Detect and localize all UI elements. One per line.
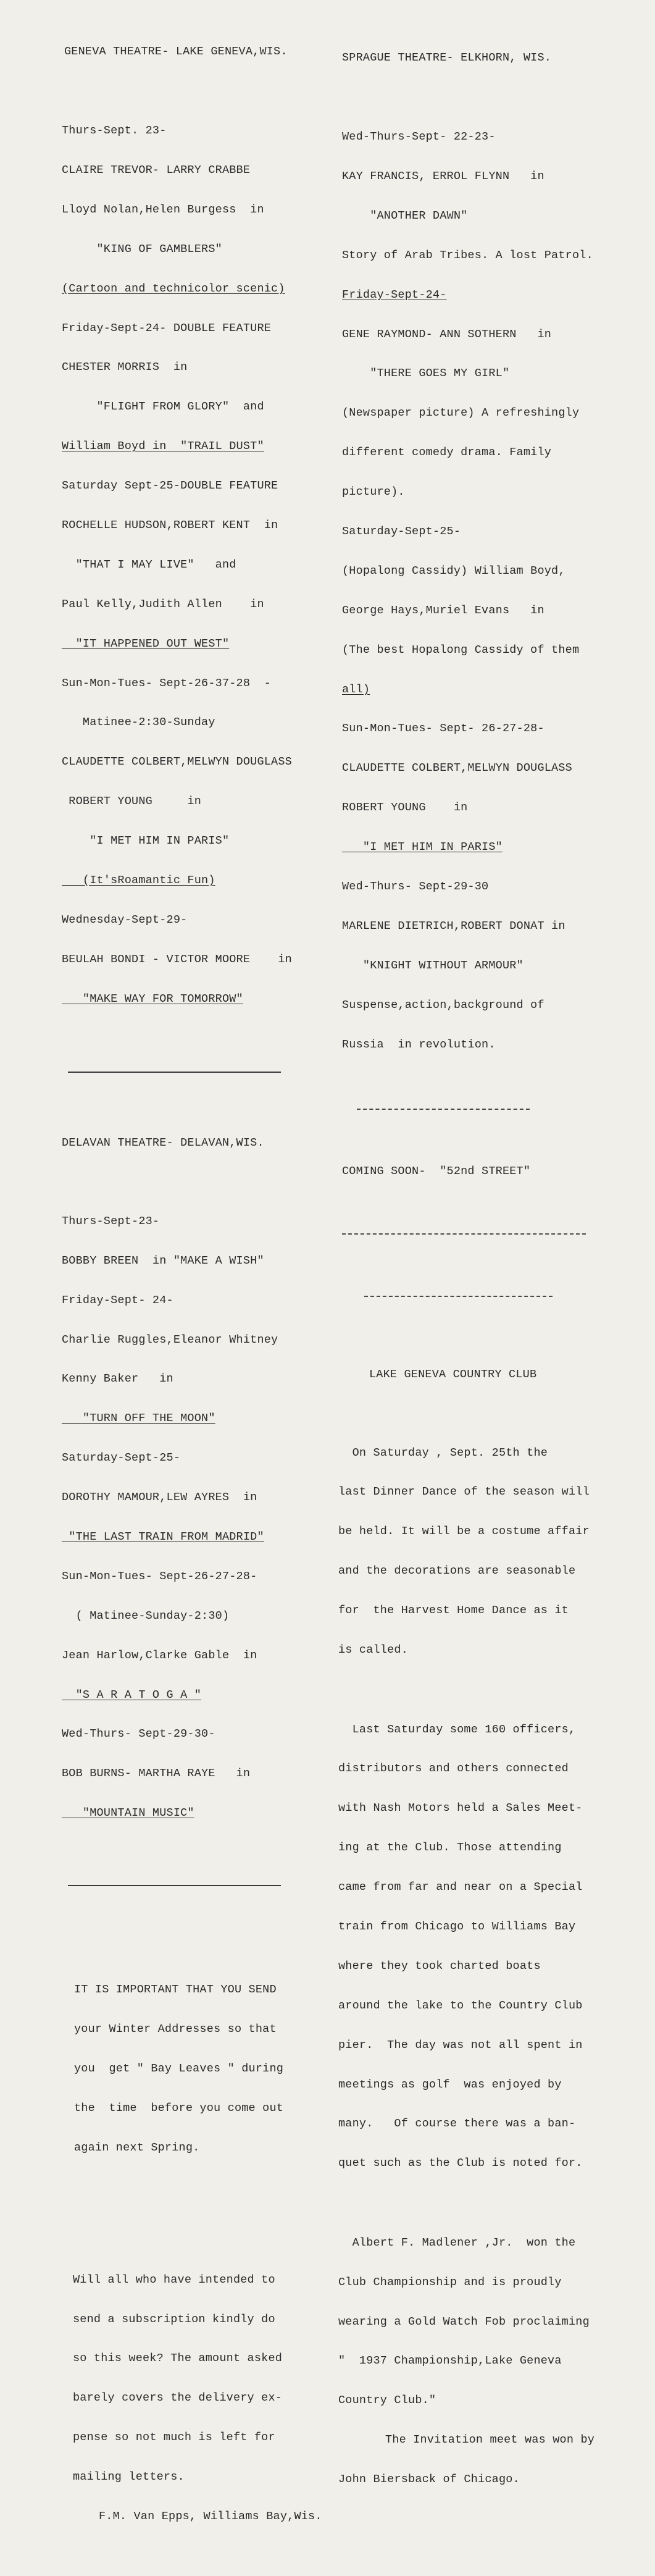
country-club-line: many. Of course there was a ban-	[338, 2117, 576, 2131]
subscription-line: send a subscription kindly do	[73, 2312, 275, 2326]
section-divider	[68, 1885, 281, 1886]
country-club-line: On Saturday , Sept. 25th the	[338, 1446, 548, 1459]
sprague-line: MARLENE DIETRICH,ROBERT DONAT in	[342, 919, 565, 933]
geneva-line: Wednesday-Sept-29-	[62, 913, 188, 926]
sprague-line: all)	[342, 682, 370, 696]
geneva-line: (It'sRoamantic Fun)	[62, 874, 215, 887]
delavan-heading: DELAVAN THEATRE- DELAVAN,WIS.	[62, 1136, 264, 1150]
country-club-line: John Biersback of Chicago.	[338, 2473, 520, 2486]
delavan-line: "S A R A T O G A "	[62, 1688, 202, 1701]
notice-line: you get " Bay Leaves " during	[74, 2062, 284, 2076]
sprague-line: "KNIGHT WITHOUT ARMOUR"	[342, 959, 524, 972]
delavan-line: Sun-Mon-Tues- Sept-26-27-28-	[62, 1569, 257, 1583]
sprague-line: "ANOTHER DAWN"	[342, 209, 468, 222]
country-club-line: Country Club."	[338, 2394, 436, 2407]
country-club-heading: LAKE GENEVA COUNTRY CLUB	[369, 1368, 537, 1382]
sprague-line: "I MET HIM IN PARIS"	[342, 841, 503, 854]
sprague-line: Wed-Thurs- Sept-29-30	[342, 880, 489, 893]
country-club-line: wearing a Gold Watch Fob proclaiming	[338, 2315, 590, 2328]
geneva-line: CLAUDETTE COLBERT,MELWYN DOUGLASS	[62, 755, 292, 769]
geneva-line: William Boyd in "TRAIL DUST"	[62, 440, 264, 453]
delavan-line: "TURN OFF THE MOON"	[62, 1412, 215, 1425]
delavan-line: Kenny Baker in	[62, 1372, 173, 1386]
notice-line: again next Spring.	[74, 2141, 200, 2155]
subscription-line: Will all who have intended to	[73, 2273, 275, 2286]
subscription-line: barely covers the delivery ex-	[73, 2391, 283, 2405]
geneva-line: ROCHELLE HUDSON,ROBERT KENT in	[62, 518, 278, 532]
country-club-line: ing at the Club. Those attending	[338, 1841, 562, 1855]
country-club-line: meetings as golf was enjoyed by	[338, 2078, 562, 2091]
subscription-line: so this week? The amount asked	[73, 2352, 283, 2365]
sprague-line: Story of Arab Tribes. A lost Patrol.	[342, 248, 593, 262]
country-club-line: distributors and others connected	[338, 1762, 569, 1776]
sprague-line: (Newspaper picture) A refreshingly	[342, 406, 580, 420]
signature: F.M. Van Epps, Williams Bay,Wis.	[99, 2510, 322, 2524]
notice-line: IT IS IMPORTANT THAT YOU SEND	[74, 1983, 277, 1997]
sprague-line: "THERE GOES MY GIRL"	[342, 367, 510, 380]
dashed-divider	[364, 1296, 553, 1297]
country-club-line: came from far and near on a Special	[338, 1881, 583, 1894]
geneva-line: Paul Kelly,Judith Allen in	[62, 597, 264, 611]
country-club-line: is called.	[338, 1643, 409, 1657]
sprague-line: picture).	[342, 485, 405, 499]
delavan-line: Charlie Ruggles,Eleanor Whitney	[62, 1333, 278, 1346]
country-club-line: be held. It will be a costume affair	[338, 1525, 590, 1538]
geneva-line: Sun-Mon-Tues- Sept-26-37-28 -	[62, 676, 272, 690]
sprague-line: (Hopalong Cassidy) William Boyd,	[342, 564, 565, 577]
delavan-line: BOBBY BREEN in "MAKE A WISH"	[62, 1254, 264, 1267]
left-column	[62, 19, 322, 2576]
delavan-line: DOROTHY MAMOUR,LEW AYRES in	[62, 1491, 257, 1504]
notice-line: your Winter Addresses so that	[74, 2023, 277, 2036]
country-club-line: last Dinner Dance of the season will	[338, 1485, 590, 1499]
sprague-line: Wed-Thurs-Sept- 22-23-	[342, 130, 496, 144]
sprague-line: Suspense,action,background of	[342, 998, 544, 1012]
country-club-line: around the lake to the Country Club	[338, 1999, 583, 2012]
sprague-line: different comedy drama. Family	[342, 446, 552, 459]
country-club-line: pier. The day was not all spent in	[338, 2038, 583, 2052]
geneva-line: "FLIGHT FROM GLORY" and	[62, 400, 264, 414]
geneva-line: CLAIRE TREVOR- LARRY CRABBE	[62, 163, 251, 177]
sprague-line: (The best Hopalong Cassidy of them	[342, 643, 580, 657]
notice-line: the time before you come out	[74, 2102, 284, 2115]
country-club-line: and the decorations are seasonable	[338, 1564, 576, 1578]
sprague-line: Friday-Sept-24-	[342, 288, 447, 301]
geneva-line: "I MET HIM IN PARIS"	[62, 834, 230, 848]
sprague-heading: SPRAGUE THEATRE- ELKHORN, WIS.	[342, 51, 552, 64]
country-club-line: where they took charted boats	[338, 1959, 541, 1973]
delavan-line: Jean Harlow,Clarke Gable in	[62, 1648, 257, 1662]
delavan-line: Saturday-Sept-25-	[62, 1451, 181, 1465]
geneva-line: "KING OF GAMBLERS"	[62, 242, 222, 256]
sprague-line: George Hays,Muriel Evans in	[342, 603, 544, 617]
country-club-line: The Invitation meet was won by	[385, 2433, 595, 2447]
geneva-line: Thurs-Sept. 23-	[62, 124, 167, 138]
subscription-line: mailing letters.	[73, 2470, 185, 2484]
delavan-line: Wed-Thurs- Sept-29-30-	[62, 1727, 215, 1741]
sprague-line: Saturday-Sept-25-	[342, 524, 461, 538]
geneva-line: Lloyd Nolan,Helen Burgess in	[62, 203, 264, 216]
sprague-line: Sun-Mon-Tues- Sept- 26-27-28-	[342, 722, 544, 736]
country-club-line: for the Harvest Home Dance as it	[338, 1604, 569, 1617]
geneva-line: "THAT I MAY LIVE" and	[62, 558, 236, 571]
delavan-line: Thurs-Sept-23-	[62, 1214, 160, 1228]
section-divider	[68, 1072, 281, 1073]
subscription-line: pense so not much is left for	[73, 2431, 275, 2444]
dashed-divider	[342, 1233, 586, 1235]
delavan-line: ( Matinee-Sunday-2:30)	[62, 1609, 230, 1622]
geneva-line: Matinee-2:30-Sunday	[62, 716, 215, 729]
country-club-line: Albert F. Madlener ,Jr. won the	[338, 2236, 576, 2249]
country-club-line: with Nash Motors held a Sales Meet-	[338, 1802, 583, 1815]
sprague-line: GENE RAYMOND- ANN SOTHERN in	[342, 327, 552, 341]
subscription-block	[62, 2247, 322, 2549]
country-club-line: train from Chicago to Williams Bay	[338, 1919, 576, 1933]
sprague-line: CLAUDETTE COLBERT,MELWYN DOUGLASS	[342, 761, 572, 775]
country-club-line: quet such as the Club is noted for.	[338, 2157, 583, 2170]
geneva-line: BEULAH BONDI - VICTOR MOORE in	[62, 952, 292, 966]
delavan-line: Friday-Sept- 24-	[62, 1293, 173, 1307]
geneva-line: (Cartoon and technicolor scenic)	[62, 282, 285, 295]
country-club-line: Last Saturday some 160 officers,	[338, 1722, 576, 1736]
country-club-line: Club Championship and is proudly	[338, 2275, 562, 2289]
sprague-line: Russia in revolution.	[342, 1038, 496, 1051]
dashed-divider	[357, 1109, 530, 1110]
geneva-line: "MAKE WAY FOR TOMORROW"	[62, 992, 243, 1005]
geneva-line: CHESTER MORRIS in	[62, 361, 188, 374]
sprague-line: KAY FRANCIS, ERROL FLYNN in	[342, 169, 544, 183]
coming-soon: COMING SOON- "52nd STREET"	[342, 1165, 531, 1178]
delavan-line: BOB BURNS- MARTHA RAYE in	[62, 1767, 251, 1781]
geneva-line: ROBERT YOUNG in	[62, 795, 202, 808]
notice-block	[62, 1957, 322, 2181]
country-club-line: " 1937 Championship,Lake Geneva	[338, 2354, 562, 2368]
geneva-line: Friday-Sept-24- DOUBLE FEATURE	[62, 321, 272, 335]
geneva-heading: GENEVA THEATRE- LAKE GENEVA,WIS.	[64, 44, 288, 58]
delavan-line: "MOUNTAIN MUSIC"	[62, 1806, 194, 1820]
right-column	[338, 25, 595, 2512]
sprague-line: ROBERT YOUNG in	[342, 801, 468, 815]
geneva-line: Saturday Sept-25-DOUBLE FEATURE	[62, 479, 278, 493]
geneva-line: "IT HAPPENED OUT WEST"	[62, 637, 230, 650]
delavan-line: "THE LAST TRAIN FROM MADRID"	[62, 1530, 264, 1543]
